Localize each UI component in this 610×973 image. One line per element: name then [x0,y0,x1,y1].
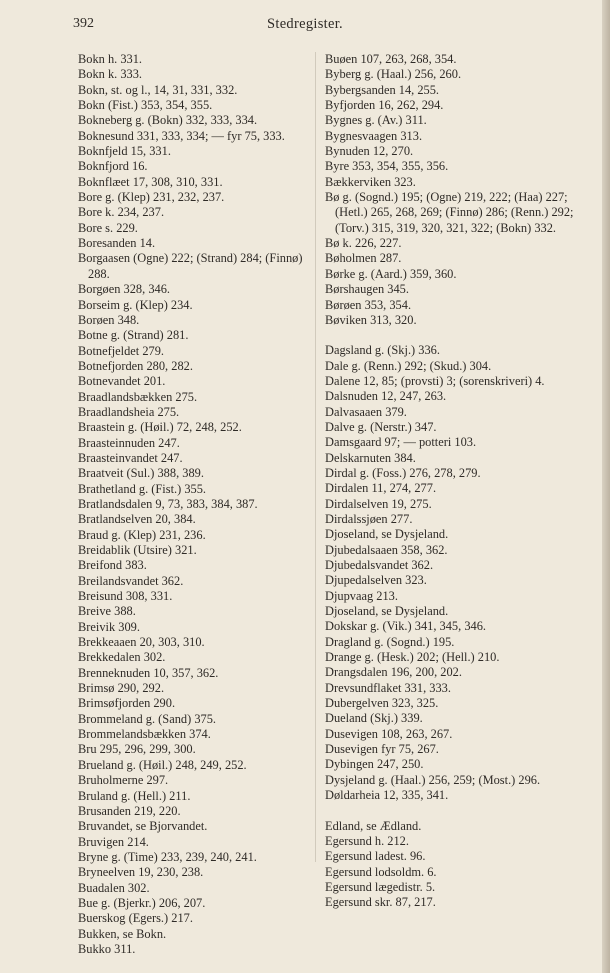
index-entry: Bokn h. 331. [78,52,143,66]
index-entry: Bore k. 234, 237. [78,205,165,220]
section-gap [325,804,587,819]
index-entry: Dysjeland g. (Haal.) 256, 259; (Most.) 296. [325,772,541,787]
index-entry: Braud g. (Klep) 231, 236. [78,527,206,542]
index-entry: Bø k. 226, 227. [325,236,402,251]
index-entry: Boresanden 14. [78,236,156,251]
index-entry: Brekkeaaen 20, 303, 310. [78,635,205,650]
index-entry: Breidablik (Utsire) 321. [78,543,197,557]
page-edge [602,0,610,973]
index-entry: Dybingen 247, 250. [325,757,424,772]
index-entry: Bygnes g. (Av.) 311. [325,113,427,128]
index-entry: Egersund h. 212. [325,833,409,848]
index-entry: Brusanden 219, 220. [78,803,181,818]
index-entry: Borgøen 328, 346. [78,282,171,297]
index-entry: Boknesund 331, 333, 334; — fyr 75, 333. [78,128,285,143]
index-entry: Bynuden 12, 270. [325,144,414,159]
index-entry: Bø g. (Sognd.) 195; (Ogne) 219, 222; (Haa) 227; (Hetl.) 265, 268, 269; (Finnø) 286; (Renn.) 292; (Torv.) 315, 319, 320, 321, 322; (Bokn) 332. [325,190,574,235]
index-entry: Edland, se Ædland. [325,818,422,833]
index-entry: Bybergsanden 14, 255. [325,82,440,97]
index-entry: Djubedalsvandet 362. [325,558,434,572]
index-entry: Damsgaard 97; — potteri 103. [325,435,477,450]
index-entry: Bruvigen 214. [78,834,149,849]
column-rule [315,52,316,862]
index-entry: Brueland g. (Høil.) 248, 249, 252. [78,757,247,772]
index-entry: Djoseland, se Dysjeland. [325,604,449,619]
index-entry: Døldarheia 12, 335, 341. [325,788,449,803]
index-entry: Breilandsvandet 362. [78,573,184,588]
index-entry: Brimsø 290, 292. [78,681,165,696]
index-entry: Braadlandsbækken 275. [78,389,198,404]
index-entry: Børshaugen 345. [325,282,409,297]
index-entry: Breisund 308, 331. [78,589,173,604]
index-entry: Bruvandet, se Bjorvandet. [78,819,208,834]
index-entry: Bruland g. (Hell.) 211. [78,788,191,803]
index-entry: Dalene 12, 85; (provsti) 3; (sorenskriveri) 4. [325,373,545,388]
index-entry: Bokn, st. og l., 14, 31, 331, 332. [78,82,238,97]
section-gap [325,328,587,343]
index-column-left [78,52,304,957]
index-entry: Egersund lægedistr. 5. [325,879,436,894]
index-entry: Dale g. (Renn.) 292; (Skud.) 304. [325,358,492,373]
index-entry: Delskarnuten 384. [325,450,416,465]
index-entry: Breifond 383. [78,558,147,573]
index-entry: Bryneelven 19, 230, 238. [78,865,204,880]
index-entry: Bratlandsdalen 9, 73, 383, 384, 387. [78,496,258,511]
running-head: Stedregister. [267,16,343,32]
index-entry: Byfjorden 16, 262, 294. [325,98,444,113]
index-entry: Dueland (Skj.) 339. [325,711,423,726]
page-number: 392 [73,16,94,31]
index-entry: Byre 353, 354, 355, 356. [325,159,449,174]
index-entry: Brathetland g. (Fist.) 355. [78,481,207,496]
index-entry: Egersund skr. 87, 217. [325,895,436,910]
index-entry: Dusevigen 108, 263, 267. [325,726,453,741]
index-entry: Brimsøfjorden 290. [78,696,176,711]
index-entry: Dagsland g. (Skj.) 336. [325,343,440,358]
index-entry: Bøviken 313, 320. [325,312,417,327]
index-entry: Bukken, se Bokn. [78,926,167,941]
index-entry: Dragland g. (Sognd.) 195. [325,634,455,649]
index-entry: Brenneknuden 10, 357, 362. [78,665,219,680]
index-column-right [325,52,587,911]
index-entry: Bøholmen 287. [325,251,402,266]
index-entry: Boknfjord 16. [78,159,148,174]
index-entry: Borøen 348. [78,312,140,327]
index-entry: Dalsnuden 12, 247, 263. [325,389,447,404]
index-entry: Botne g. (Strand) 281. [78,328,189,343]
index-entry: Buerskog (Egers.) 217. [78,911,193,926]
index-entry: Boknflæet 17, 308, 310, 331. [78,174,223,189]
index-entry: Djubedalsaaen 358, 362. [325,542,448,557]
index-entry: Braastein g. (Høil.) 72, 248, 252. [78,420,242,435]
index-entry: Bue g. (Bjerkr.) 206, 207. [78,895,206,910]
index-entry: Bokn (Fist.) 353, 354, 355. [78,98,213,113]
index-entry: Boknfjeld 15, 331. [78,144,171,159]
index-entry: Bore g. (Klep) 231, 232, 237. [78,190,225,205]
index-entry: Dirdalselven 19, 275. [325,496,432,511]
index-entry: Bokneberg g. (Bokn) 332, 333, 334. [78,113,258,128]
index-entry: Byberg g. (Haal.) 256, 260. [325,67,462,82]
index-entry: Bokn k. 333. [78,67,143,82]
index-entry: Dokskar g. (Vik.) 341, 345, 346. [325,619,487,634]
index-entry: Botnevandet 201. [78,374,166,389]
index-entry: Dirdalssjøen 277. [325,511,413,526]
index-entry: Bratlandselven 20, 384. [78,512,196,527]
index-entry: Djoseland, se Dysjeland. [325,527,449,542]
index-entry: Braasteinvandet 247. [78,450,183,465]
index-entry: Dirdalen 11, 274, 277. [325,481,437,496]
index-entry: Breivik 309. [78,619,140,634]
index-entry: Braadlandsheia 275. [78,404,180,419]
index-entry: Børøen 353, 354. [325,297,412,312]
index-entry: Botnefjorden 280, 282. [78,358,193,373]
index-entry: Børke g. (Aard.) 359, 360. [325,266,457,281]
index-entry: Egersund lodsoldm. 6. [325,864,437,879]
index-entry: Dusevigen fyr 75, 267. [325,742,439,757]
index-entry: Bygnesvaagen 313. [325,128,423,143]
index-entry: Djupvaag 213. [325,588,398,603]
index-entry: Bruholmerne 297. [78,773,169,788]
index-entry: Brommeland g. (Sand) 375. [78,711,216,726]
index-entry: Bukko 311. [78,941,136,956]
index-entry: Braasteinnuden 247. [78,435,180,450]
index-entry: Drange g. (Hesk.) 202; (Hell.) 210. [325,650,500,665]
index-entry: Bore s. 229. [78,220,138,235]
index-entry: Buøen 107, 263, 268, 354. [325,52,457,66]
index-entry: Drangsdalen 196, 200, 202. [325,665,462,680]
index-entry: Dirdal g. (Foss.) 276, 278, 279. [325,465,481,480]
index-entry: Bækkerviken 323. [325,174,416,189]
index-entry: Egersund ladest. 96. [325,849,426,864]
index-entry: Buadalen 302. [78,880,150,895]
index-entry: Botnefjeldet 279. [78,343,165,358]
index-entry: Brommelandsbækken 374. [78,727,211,742]
index-entry: Braatveit (Sul.) 388, 389. [78,466,204,481]
index-entry: Dalvasaaen 379. [325,404,407,419]
index-entry: Brekkedalen 302. [78,650,166,665]
index-entry: Dubergelven 323, 325. [325,696,439,711]
index-entry: Dalve g. (Nerstr.) 347. [325,419,437,434]
index-entry: Bryne g. (Time) 233, 239, 240, 241. [78,849,257,864]
index-entry: Breive 388. [78,604,136,619]
index-entry: Borseim g. (Klep) 234. [78,297,193,312]
index-entry: Bru 295, 296, 299, 300. [78,742,196,757]
index-entry: Djupedalselven 323. [325,573,427,588]
index-entry: Borgaasen (Ogne) 222; (Strand) 284; (Finnø) 288. [78,251,303,281]
index-entry: Drevsundflaket 331, 333. [325,680,451,695]
